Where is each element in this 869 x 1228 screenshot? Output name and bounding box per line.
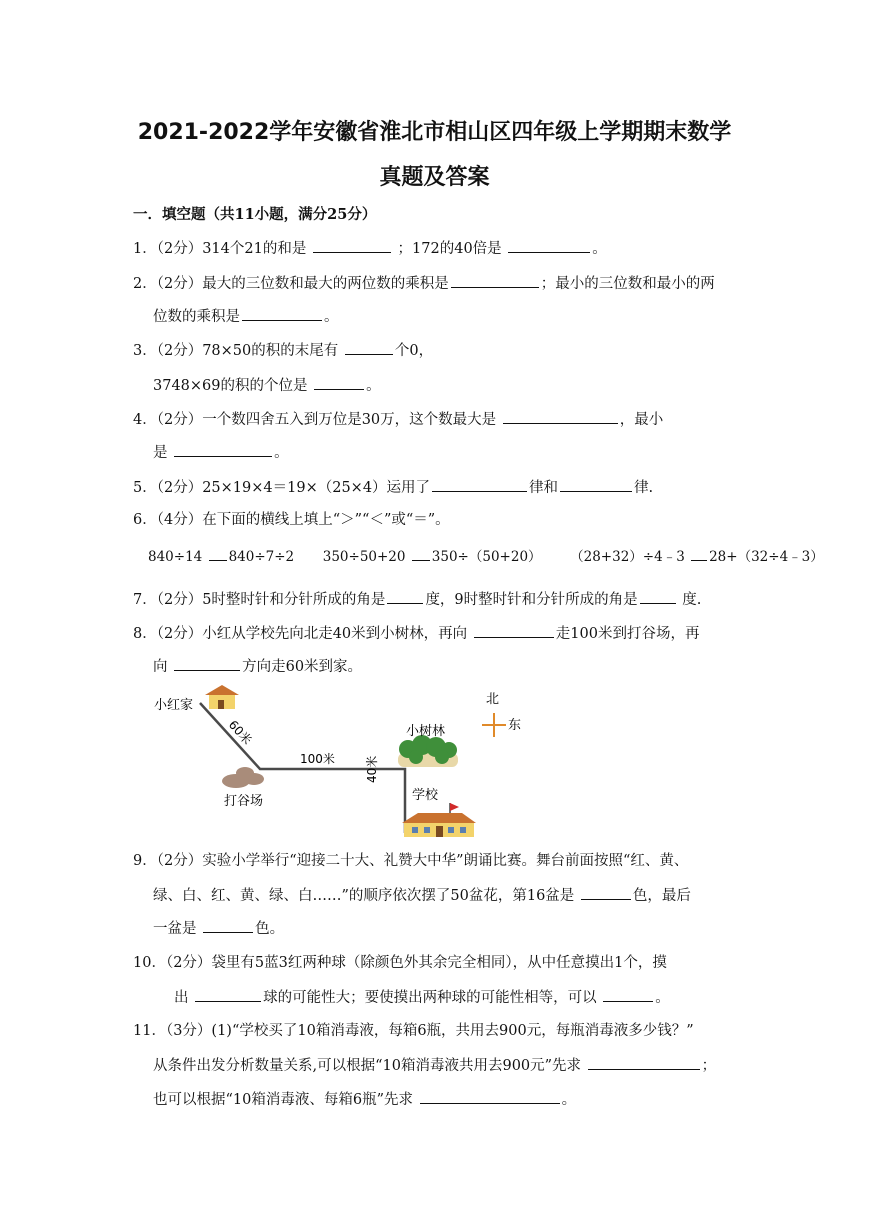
answer-blank[interactable] — [209, 546, 227, 561]
q6-item-1-left: 840÷14 — [148, 549, 203, 565]
answer-blank[interactable] — [603, 987, 653, 1002]
answer-blank[interactable] — [508, 238, 590, 253]
tree-icon — [398, 735, 458, 767]
answer-blank[interactable] — [588, 1055, 700, 1070]
question-1 — [133, 238, 607, 259]
q11-text-e: 。 — [561, 1092, 577, 1108]
label-woods: 小树林 — [406, 724, 446, 739]
q7-text-c: 度. — [682, 592, 702, 608]
label-east: 东 — [508, 718, 522, 733]
label-home: 小红家 — [154, 698, 194, 713]
q1-text-b: ；172的40倍是 — [397, 241, 502, 257]
label-distance-60: 60米 — [225, 717, 255, 748]
question-5 — [133, 477, 653, 498]
question-11-cont — [153, 1055, 716, 1076]
question-9-cont2 — [153, 918, 284, 939]
answer-blank[interactable] — [313, 238, 391, 253]
section-heading: 一．填空题（共11小题，满分25分） — [133, 206, 377, 223]
question-11: 11．（3分）(1)“学校买了10箱消毒液，每箱6瓶，共用去900元，每瓶消毒液多少钱？” — [133, 1023, 694, 1039]
q4-text-a: 4．（2分）一个数四舍五入到万位是30万，这个数最大是 — [133, 412, 497, 428]
label-threshing-ground: 打谷场 — [224, 794, 264, 809]
question-10: 10．（2分）袋里有5蓝3红两种球（除颜色外其余完全相同），从中任意摸出1个，摸 — [133, 955, 667, 971]
answer-blank[interactable] — [174, 442, 272, 457]
answer-blank[interactable] — [314, 375, 364, 390]
answer-blank[interactable] — [581, 885, 631, 900]
q6-item-2-right: 350÷（50+20） — [431, 549, 542, 565]
question-8-cont — [153, 656, 362, 677]
q4-text-b: ，最小 — [619, 412, 664, 428]
q3-text-d: 。 — [366, 378, 381, 394]
q6-item-1-right: 840÷7÷2 — [228, 549, 295, 565]
q7-text-b: 度，9时整时针和分针所成的角是 — [425, 592, 638, 608]
document-title-line1: 2021-2022学年安徽省淮北市相山区四年级上学期期末数学 — [137, 120, 732, 145]
q3-text-b: 个0， — [394, 343, 434, 359]
question-11-cont2 — [153, 1089, 576, 1110]
label-school: 学校 — [412, 788, 439, 803]
answer-blank[interactable] — [387, 589, 423, 604]
answer-blank[interactable] — [195, 987, 261, 1002]
q2-text-d: 。 — [324, 309, 339, 325]
q2-text-c: 位数的乘积是 — [153, 309, 240, 325]
question-9-cont — [153, 885, 691, 906]
question-9: 9．（2分）实验小学举行“迎接二十大、礼赞大中华”朗诵比赛。舞台前面按照“红、黄、 — [133, 853, 689, 869]
answer-blank[interactable] — [174, 656, 240, 671]
question-8 — [133, 623, 699, 644]
answer-blank[interactable] — [432, 477, 527, 492]
question-6: 6．（4分）在下面的横线上填上“＞”“＜”或“＝”。 — [133, 512, 450, 528]
q9-text-e: 色。 — [255, 921, 285, 937]
q3-text-a: 3．（2分）78×50的积的末尾有 — [133, 343, 339, 359]
q7-text-a: 7．（2分）5时整时针和分针所成的角是 — [133, 592, 386, 608]
q2-text-b: ；最小的三位数和最小的两 — [540, 276, 715, 292]
answer-blank[interactable] — [503, 409, 618, 424]
q10-text-d: 。 — [655, 990, 670, 1006]
school-icon — [402, 803, 476, 837]
q11-text-d: 也可以根据“10箱消毒液、每箱6瓶”先求 — [153, 1092, 414, 1108]
q10-text-c: 球的可能性大；要使摸出两种球的可能性相等，可以 — [263, 990, 597, 1006]
answer-blank[interactable] — [203, 918, 253, 933]
q9-text-c: 色，最后 — [632, 888, 691, 904]
q1-text-a: 1．（2分）314个21的和是 — [133, 241, 307, 257]
answer-blank[interactable] — [420, 1089, 560, 1104]
q8-text-c: 向 — [153, 659, 168, 675]
compass-icon — [482, 713, 506, 737]
answer-blank[interactable] — [474, 623, 554, 638]
answer-blank[interactable] — [242, 306, 322, 321]
label-distance-40: 40米 — [365, 755, 379, 783]
question-3-cont — [153, 375, 381, 396]
route-diagram — [150, 683, 530, 843]
q5-text-a: 5．（2分）25×19×4＝19×（25×4）运用了 — [133, 480, 431, 496]
q4-text-c: 是 — [153, 445, 168, 461]
q10-text-b: 出 — [174, 990, 189, 1006]
q6-item-3-left: （28+32）÷4﹣3 — [570, 549, 685, 565]
q5-text-c: 律. — [634, 480, 654, 496]
house-icon — [205, 685, 239, 709]
q3-text-c: 3748×69的积的个位是 — [153, 378, 308, 394]
q6-item-2-left: 350÷50+20 — [322, 549, 406, 565]
q9-text-d: 一盆是 — [153, 921, 197, 937]
q11-text-c: ； — [701, 1058, 717, 1074]
label-distance-100: 100米 — [300, 752, 335, 766]
rock-icon — [222, 767, 264, 788]
document-title-line2: 真题及答案 — [379, 165, 490, 190]
label-north: 北 — [486, 692, 500, 707]
answer-blank[interactable] — [451, 273, 539, 288]
answer-blank[interactable] — [640, 589, 676, 604]
question-7 — [133, 589, 701, 610]
q8-text-d: 方向走60米到家。 — [242, 659, 363, 675]
q4-text-d: 。 — [274, 445, 289, 461]
q8-text-b: 走100米到打谷场，再 — [555, 626, 700, 642]
answer-blank[interactable] — [345, 340, 393, 355]
q1-text-c: 。 — [592, 241, 607, 257]
question-3 — [133, 340, 433, 361]
q5-text-b: 律和 — [529, 480, 559, 496]
q11-text-b: 从条件出发分析数量关系,可以根据“10箱消毒液共用去900元”先求 — [153, 1058, 582, 1074]
q6-item-3-right: 28+（32÷4﹣3） — [709, 549, 824, 565]
q8-text-a: 8．（2分）小红从学校先向北走40米到小树林，再向 — [133, 626, 468, 642]
question-4-cont — [153, 442, 289, 463]
q2-text-a: 2．（2分）最大的三位数和最大的两位数的乘积是 — [133, 276, 449, 292]
question-6-items — [148, 546, 824, 567]
question-2-cont — [153, 306, 339, 327]
question-2 — [133, 273, 715, 294]
question-4 — [133, 409, 663, 430]
answer-blank[interactable] — [412, 546, 430, 561]
q9-text-b: 绿、白、红、黄、绿、白……”的顺序依次摆了50盆花，第16盆是 — [153, 888, 575, 904]
answer-blank[interactable] — [691, 546, 707, 561]
answer-blank[interactable] — [560, 477, 632, 492]
question-10-cont — [174, 987, 670, 1008]
